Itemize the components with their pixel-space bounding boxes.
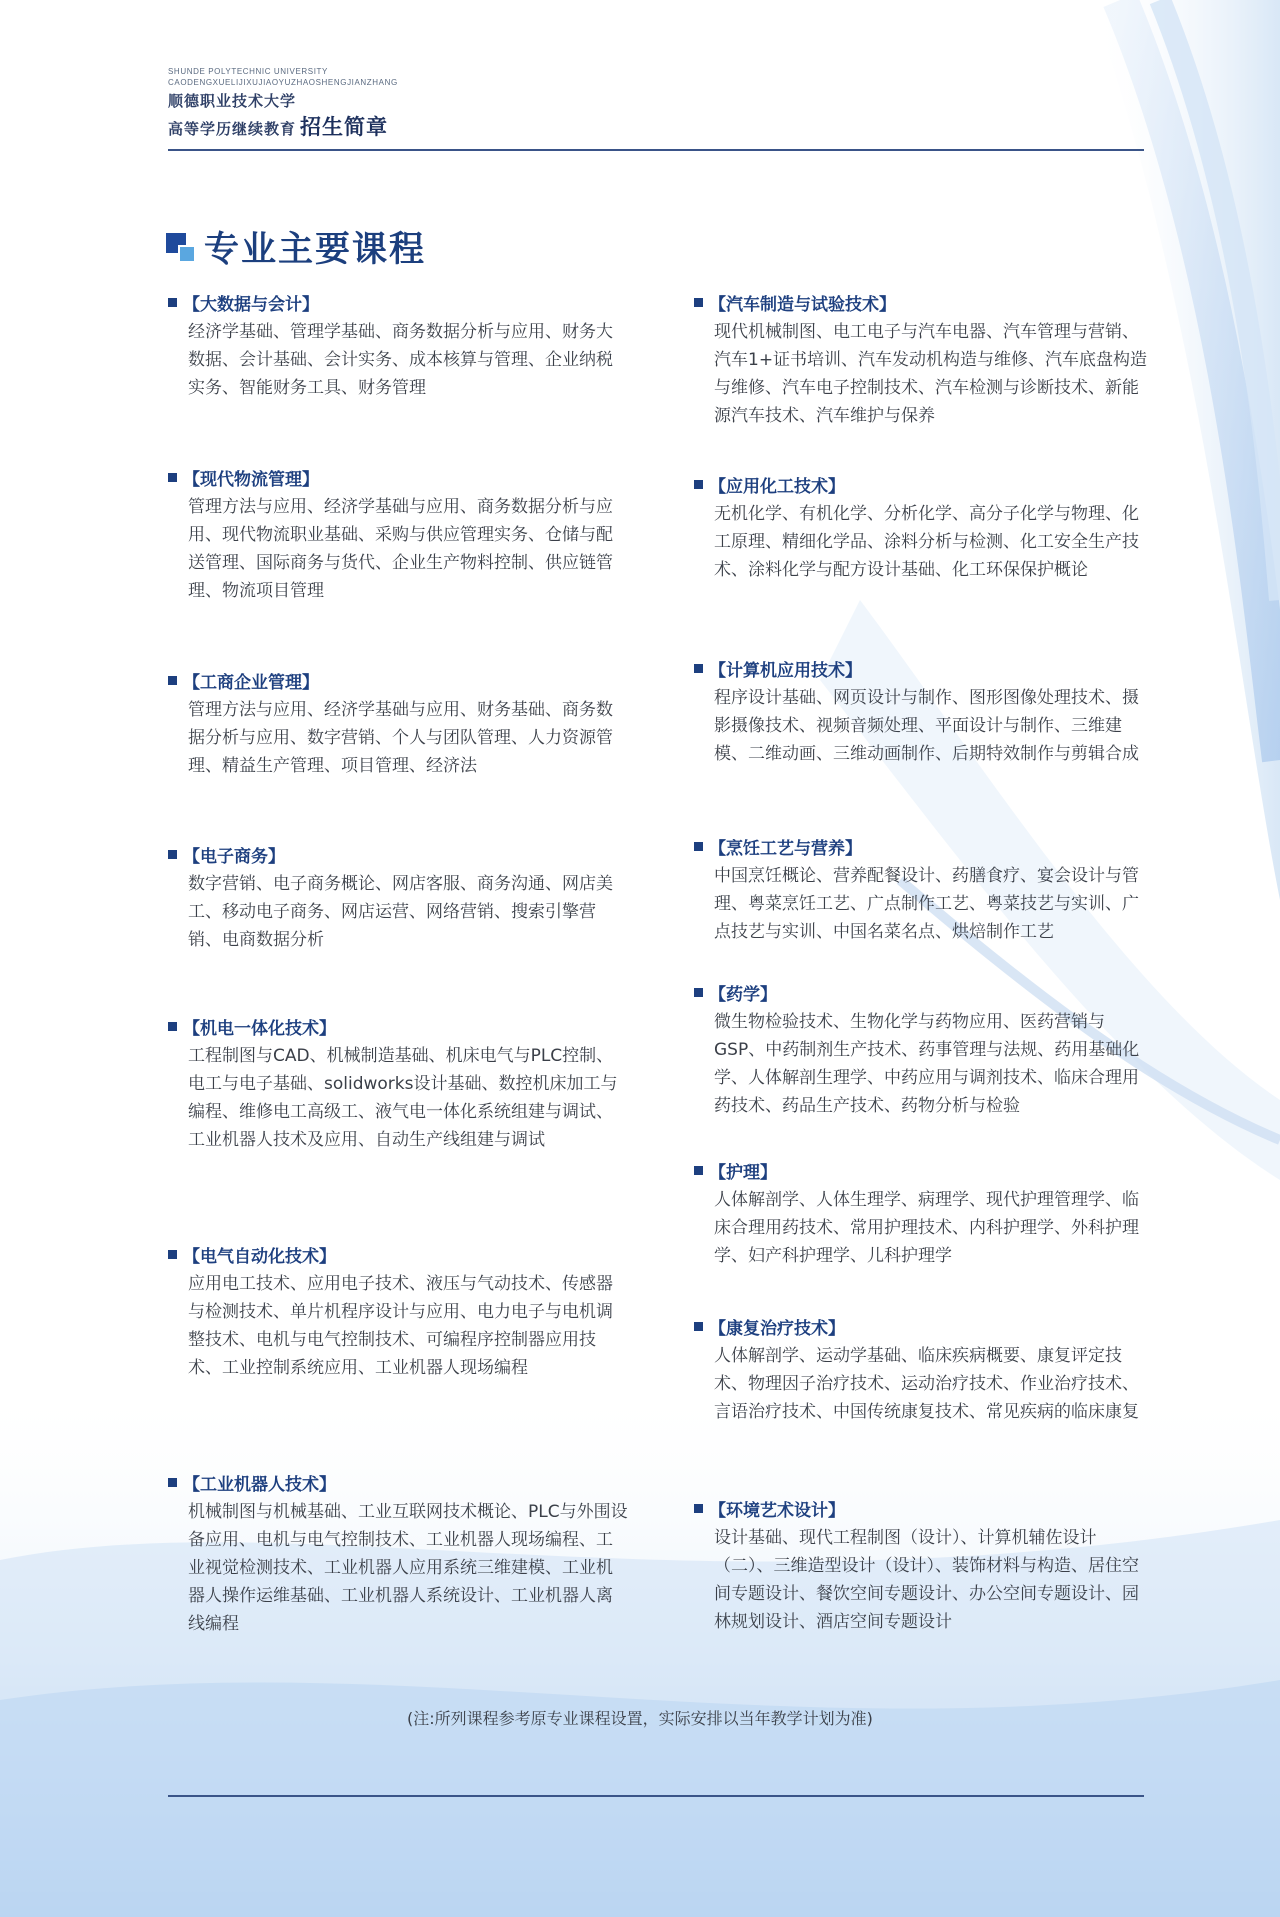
square-bullet-icon <box>694 988 703 997</box>
footnote: (注:所列课程参考原专业课程设置，实际安排以当年教学计划为准) <box>407 1709 873 1728</box>
course-name: 【应用化工技术】 <box>694 472 1154 496</box>
square-bullet-icon <box>168 1250 177 1259</box>
course-description: 无机化学、有机化学、分析化学、高分子化学与物理、化工原理、精细化学品、涂料分析与检测、化工安全生产技术、涂料化学与配方设计基础、化工环保保护概论 <box>714 504 1139 580</box>
square-bullet-icon <box>168 676 177 685</box>
square-bullet-icon <box>694 1504 703 1513</box>
course-description: 管理方法与应用、经济学基础与应用、财务基础、商务数据分析与应用、数字营销、个人与团队管理、人力资源管理、精益生产管理、项目管理、经济法 <box>188 700 613 776</box>
course-description: 数字营销、电子商务概论、网店客服、商务沟通、网店美工、移动电子商务、网店运营、网络营销、搜索引擎营销、电商数据分析 <box>188 874 613 950</box>
course-item <box>694 1496 1154 1636</box>
square-bullet-icon <box>694 1322 703 1331</box>
square-bullet-icon <box>168 850 177 859</box>
course-name: 【大数据与会计】 <box>168 290 628 314</box>
section-heading <box>166 222 426 272</box>
section-title: 专业主要课程 <box>204 230 427 270</box>
header-english-subtitle: CAODENGXUELIJIXUJIAOYUZHAOSHENGJIANZHANG <box>168 78 398 87</box>
course-name: 【环境艺术设计】 <box>694 1496 1154 1520</box>
course-item <box>694 656 1154 768</box>
course-description: 经济学基础、管理学基础、商务数据分析与应用、财务大数据、会计基础、会计实务、成本核算与管理、企业纳税实务、智能财务工具、财务管理 <box>188 322 613 398</box>
course-name: 【机电一体化技术】 <box>168 1014 628 1038</box>
course-description: 应用电工技术、应用电子技术、液压与气动技术、传感器与检测技术、单片机程序设计与应用、电力电子与电机调整技术、电机与电气控制技术、可编程序控制器应用技术、工业控制系统应用、工业机器人现场编程 <box>188 1274 613 1378</box>
course-name: 【计算机应用技术】 <box>694 656 1154 680</box>
header-university-name: 顺德职业技术大学 <box>168 92 297 110</box>
course-name: 【电子商务】 <box>168 842 628 866</box>
course-item <box>694 834 1154 946</box>
square-bullet-icon <box>694 842 703 851</box>
square-bullet-icon <box>694 1166 703 1175</box>
header-divider <box>168 149 1144 151</box>
course-item <box>168 1014 628 1154</box>
square-bullet-icon <box>168 1478 177 1487</box>
square-bullet-icon <box>168 298 177 307</box>
header-brochure-title <box>168 111 398 141</box>
course-description: 工程制图与CAD、机械制造基础、机床电气与PLC控制、电工与电子基础、solidworks设计基础、数控机床加工与编程、维修电工高级工、液气电一体化系统组建与调试、工业机器人技术及应用、自动生产线组建与调试 <box>188 1046 618 1150</box>
course-name: 【药学】 <box>694 980 1154 1004</box>
header-brochure-emphasis: 招生简章 <box>300 115 389 139</box>
header-english-name: SHUNDE POLYTECHNIC UNIVERSITY <box>168 67 328 76</box>
square-bullet-icon <box>168 473 177 482</box>
course-description: 设计基础、现代工程制图（设计）、计算机辅佐设计（二）、三维造型设计（设计）、装饰材料与构造、居住空间专题设计、餐饮空间专题设计、办公空间专题设计、园林规划设计、酒店空间专题设计 <box>714 1528 1139 1632</box>
course-name: 【护理】 <box>694 1158 1154 1182</box>
header-brochure-prefix: 高等学历继续教育 <box>168 120 297 138</box>
brochure-header <box>168 66 398 141</box>
course-item <box>168 668 628 780</box>
course-name: 【烹饪工艺与营养】 <box>694 834 1154 858</box>
course-item <box>168 1242 628 1382</box>
course-item <box>168 842 628 954</box>
square-bullet-icon <box>694 298 703 307</box>
course-description: 机械制图与机械基础、工业互联网技术概论、PLC与外围设备应用、电机与电气控制技术、工业机器人现场编程、工业视觉检测技术、工业机器人应用系统三维建模、工业机器人操作运维基础、工业机器人系统设计、工业机器人离线编程 <box>188 1502 628 1634</box>
course-item <box>168 465 628 605</box>
course-item <box>694 980 1154 1120</box>
course-name: 【工业机器人技术】 <box>168 1470 628 1494</box>
course-description: 人体解剖学、运动学基础、临床疾病概要、康复评定技术、物理因子治疗技术、运动治疗技术、作业治疗技术、言语治疗技术、中国传统康复技术、常见疾病的临床康复 <box>714 1346 1139 1422</box>
course-description: 管理方法与应用、经济学基础与应用、商务数据分析与应用、现代物流职业基础、采购与供应管理实务、仓储与配送管理、国际商务与货代、企业生产物料控制、供应链管理、物流项目管理 <box>188 497 613 601</box>
course-item <box>694 1158 1154 1270</box>
square-bullet-icon <box>694 664 703 673</box>
course-description: 人体解剖学、人体生理学、病理学、现代护理管理学、临床合理用药技术、常用护理技术、内科护理学、外科护理学、妇产科护理学、儿科护理学 <box>714 1190 1139 1266</box>
course-description: 程序设计基础、网页设计与制作、图形图像处理技术、摄影摄像技术、视频音频处理、平面设计与制作、三维建模、二维动画、三维动画制作、后期特效制作与剪辑合成 <box>714 688 1139 764</box>
square-bullet-icon <box>166 233 194 261</box>
course-name: 【康复治疗技术】 <box>694 1314 1154 1338</box>
course-name: 【汽车制造与试验技术】 <box>694 290 1154 314</box>
course-name: 【电气自动化技术】 <box>168 1242 628 1266</box>
course-description: 微生物检验技术、生物化学与药物应用、医药营销与GSP、中药制剂生产技术、药事管理与法规、药用基础化学、人体解剖生理学、中药应用与调剂技术、临床合理用药技术、药品生产技术、药物分析与检验 <box>714 1012 1140 1116</box>
course-item <box>694 472 1154 584</box>
footer-divider <box>168 1795 1144 1797</box>
course-item <box>168 290 628 402</box>
course-description: 中国烹饪概论、营养配餐设计、药膳食疗、宴会设计与管理、粤菜烹饪工艺、广点制作工艺、粤菜技艺与实训、广点技艺与实训、中国名菜名点、烘焙制作工艺 <box>714 866 1139 942</box>
course-description: 现代机械制图、电工电子与汽车电器、汽车管理与营销、汽车1+证书培训、汽车发动机构造与维修、汽车底盘构造与维修、汽车电子控制技术、汽车检测与诊断技术、新能源汽车技术、汽车维护与保养 <box>714 322 1148 426</box>
course-item <box>694 290 1154 430</box>
square-bullet-icon <box>168 1022 177 1031</box>
course-item <box>694 1314 1154 1426</box>
course-name: 【工商企业管理】 <box>168 668 628 692</box>
course-item <box>168 1470 628 1638</box>
course-name: 【现代物流管理】 <box>168 465 628 489</box>
square-bullet-icon <box>694 480 703 489</box>
